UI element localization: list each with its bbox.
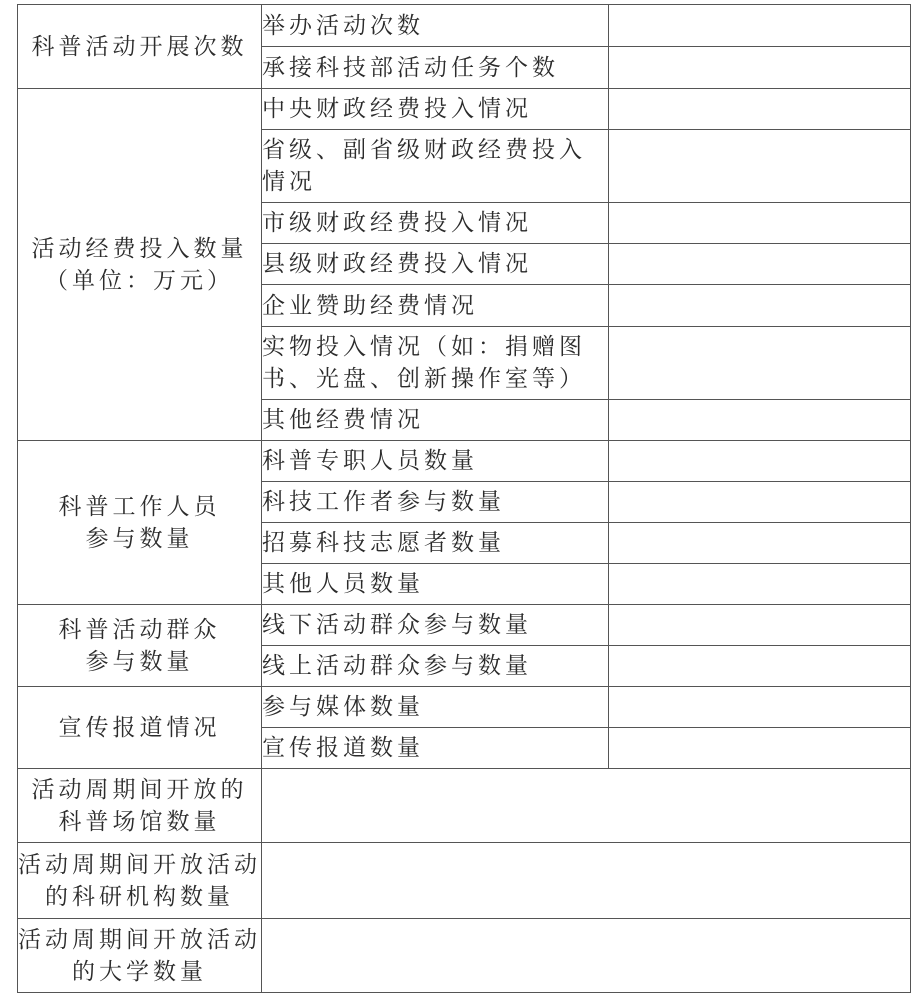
item-label: 科技工作者参与数量 — [262, 489, 505, 515]
item-label: 实物投入情况（如：捐赠图书、光盘、创新操作室等） — [262, 334, 586, 392]
category-cell — [18, 5, 262, 89]
item-label: 参与媒体数量 — [262, 694, 424, 720]
category-label-line2: 参与数量 — [85, 525, 194, 552]
item-cell — [262, 400, 609, 441]
item-cell — [262, 89, 609, 130]
category-label: 科普活动开展次数 — [31, 33, 248, 60]
value-cell[interactable] — [262, 919, 911, 993]
item-cell — [262, 646, 609, 687]
table-row — [18, 769, 911, 843]
item-label: 线上活动群众参与数量 — [262, 653, 532, 679]
item-label: 中央财政经费投入情况 — [262, 96, 532, 122]
item-label: 其他经费情况 — [262, 407, 424, 433]
category-label: 科普活动群众 — [58, 616, 221, 643]
table-row — [18, 5, 911, 47]
item-label: 承接科技部活动任务个数 — [262, 54, 559, 81]
value-cell[interactable] — [609, 564, 911, 605]
item-cell — [262, 564, 609, 605]
item-cell — [262, 687, 609, 728]
table-row — [18, 843, 911, 919]
item-cell — [262, 441, 609, 482]
item-cell — [262, 605, 609, 646]
category-label-line2: 科普场馆数量 — [58, 808, 221, 835]
item-label: 县级财政经费投入情况 — [262, 251, 532, 277]
category-cell — [18, 605, 262, 687]
category-cell — [18, 843, 262, 919]
value-cell[interactable] — [609, 646, 911, 687]
item-label: 科普专职人员数量 — [262, 448, 478, 474]
item-label: 线下活动群众参与数量 — [262, 612, 532, 638]
item-label: 企业赞助经费情况 — [262, 292, 478, 319]
category-cell — [18, 769, 262, 843]
value-cell[interactable] — [609, 327, 911, 400]
value-cell[interactable] — [609, 605, 911, 646]
category-label: 宣传报道情况 — [58, 714, 221, 741]
item-label: 招募科技志愿者数量 — [262, 530, 505, 556]
item-label: 宣传报道数量 — [262, 735, 424, 761]
category-cell — [18, 441, 262, 605]
statistics-form-table — [17, 4, 911, 993]
table-row — [18, 687, 911, 728]
value-cell[interactable] — [609, 400, 911, 441]
category-cell — [18, 89, 262, 441]
item-cell — [262, 203, 609, 244]
item-label: 市级财政经费投入情况 — [262, 210, 532, 236]
category-label-line2: 参与数量 — [85, 648, 194, 675]
table-row — [18, 89, 911, 130]
value-cell[interactable] — [609, 285, 911, 327]
value-cell[interactable] — [609, 687, 911, 728]
value-cell[interactable] — [609, 89, 911, 130]
value-cell[interactable] — [609, 203, 911, 244]
value-cell[interactable] — [609, 482, 911, 523]
table-row — [18, 919, 911, 993]
value-cell[interactable] — [609, 523, 911, 564]
item-label: 其他人员数量 — [262, 571, 424, 597]
category-cell — [18, 919, 262, 993]
category-label-line2: 的大学数量 — [72, 958, 207, 985]
category-cell — [18, 687, 262, 769]
item-cell — [262, 244, 609, 285]
value-cell[interactable] — [609, 47, 911, 89]
item-label: 举办活动次数 — [262, 12, 424, 39]
item-cell — [262, 285, 609, 327]
category-label: 活动周期间开放的 — [31, 776, 248, 803]
value-cell[interactable] — [609, 244, 911, 285]
item-cell — [262, 130, 609, 203]
item-cell — [262, 523, 609, 564]
category-label: 活动经费投入数量 — [31, 235, 248, 262]
item-cell — [262, 5, 609, 47]
table-row — [18, 605, 911, 646]
value-cell[interactable] — [609, 728, 911, 769]
item-cell — [262, 327, 609, 400]
table-row — [18, 441, 911, 482]
item-cell — [262, 728, 609, 769]
value-cell[interactable] — [262, 843, 911, 919]
category-label: 活动周期间开放活动 — [18, 926, 261, 953]
value-cell[interactable] — [609, 5, 911, 47]
category-label-line2: 的科研机构数量 — [45, 883, 234, 910]
category-unit: （单位：万元） — [45, 267, 234, 294]
item-label: 省级、副省级财政经费投入情况 — [262, 137, 586, 195]
item-cell — [262, 47, 609, 89]
value-cell[interactable] — [609, 130, 911, 203]
category-label: 活动周期间开放活动 — [18, 851, 261, 878]
value-cell[interactable] — [609, 441, 911, 482]
item-cell — [262, 482, 609, 523]
category-label: 科普工作人员 — [58, 493, 221, 520]
value-cell[interactable] — [262, 769, 911, 843]
